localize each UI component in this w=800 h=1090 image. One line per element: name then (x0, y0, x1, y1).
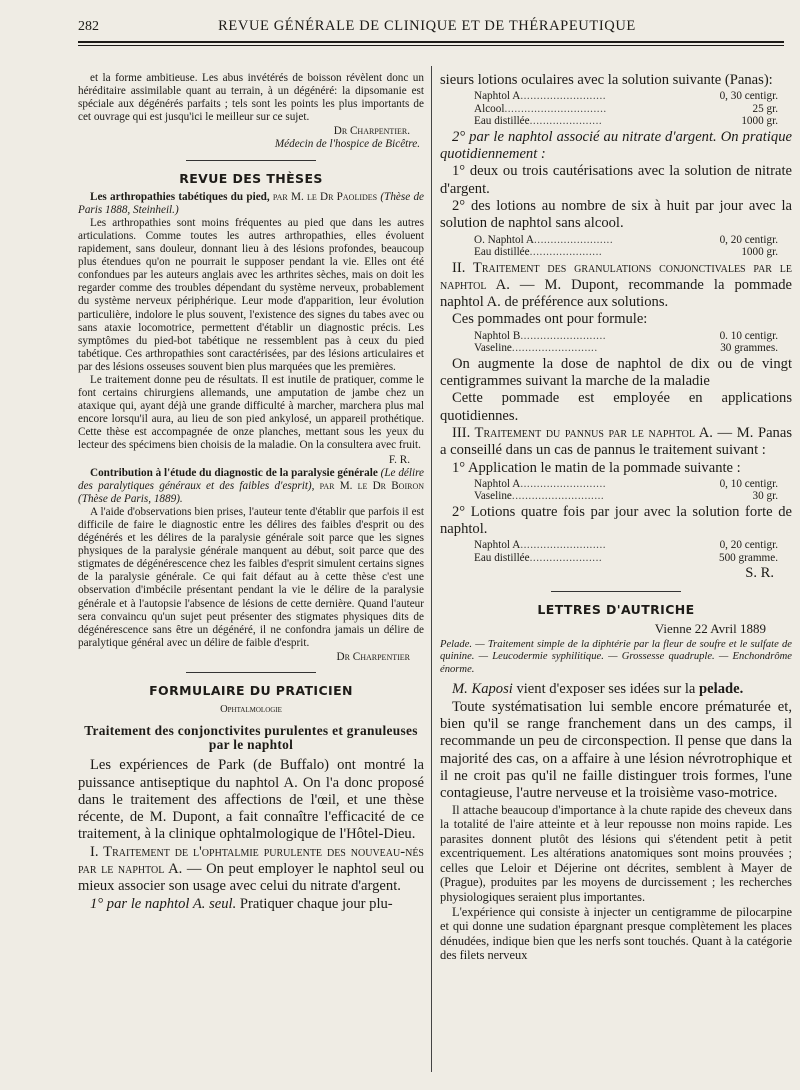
recipe-row (440, 103, 792, 116)
header-rule-thin (78, 45, 784, 46)
formulaire-section-1-text: — On peut employer le naphtol seul ou mieux associer son usage avec celui du nitrate d'argent. (78, 861, 424, 895)
section-separator (186, 672, 316, 673)
recipe-ingredient: Vaseline (474, 342, 512, 355)
section-2-application-paragraph: Cette pommade est employée en applications quotidiennes. (440, 390, 792, 424)
leader-dots: ........................ (533, 233, 614, 246)
these2-citation (78, 467, 424, 506)
these1-citation (78, 191, 424, 217)
recipe-table-2 (440, 234, 792, 259)
lotions-paragraph: 2° des lotions au nombre de six à huit par jour avec la solution de naphtol sans alcool. (440, 197, 792, 232)
recipe-table-4 (440, 478, 792, 503)
these1-ref: (Thèse de Paris 1888, Steinheil.) (78, 190, 425, 216)
opening-affiliation: Médecin de l'hospice de Bicêtre. (274, 138, 420, 151)
recipe-ingredient: Naphtol B (474, 329, 521, 342)
these2-subtitle: (Le délire des paralytiques généraux et des faibles d'esprit), (78, 466, 425, 492)
formulaire-paragraph-1: Les expériences de Park (de Buffalo) ont montré la puissance antiseptique du naphtol A. On l'a donc proposé dans le traitement des affections de l'œil, et une thèse récente, de M. Dupont, a fait connaître l'efficacité de ce traitement, à la clinique ophtalmologique de l'Hôtel-Dieu. (78, 757, 424, 843)
these2-ref: (Thèse de Paris, 1889). (78, 492, 183, 505)
section-separator (551, 591, 681, 592)
opening-signature: Dr Charpentier. (333, 125, 410, 138)
leader-dots: .......................... (511, 342, 598, 355)
formulaire-paragraph-3 (78, 896, 424, 913)
right-column (440, 72, 792, 963)
recipe-row (440, 539, 792, 552)
revue-des-theses-title: REVUE DES THÈSES (179, 170, 323, 186)
letters-paragraph-3: Il attache beaucoup d'importance à la chute rapide des cheveux dans la totalité de l'aire atteinte et à leur repousse non moins rapide. Les parasites donnent plutôt des lésions qui s'étendent petit à petit excentriquement. Les altérations anatomiques sont moins prouvées ; celles que Leloir et Déjerine ont décrites, semblent à Mayer de (Prague), produites par les moyens de durcissement ; les recherches physiologiques seraient plus importantes. (440, 802, 792, 905)
recipe-row (440, 490, 792, 503)
formulaire-paragraph-2 (78, 844, 424, 896)
section-3-step-2: 2° Lotions quatre fois par jour avec la solution forte de naphtol. (440, 503, 792, 538)
recipe-ingredient: Eau distillée (474, 246, 530, 259)
recipe-row (440, 330, 792, 343)
recipe-ingredient: Naphtol A (474, 477, 521, 490)
recipe-row (440, 115, 792, 128)
recipe-row (440, 552, 792, 565)
recipe-ingredient: Eau distillée (474, 551, 530, 564)
section-2-dose-paragraph: On augmente la dose de naphtol de dix ou de vingt centigrammes suivant la marche de la maladie (440, 355, 792, 390)
letters-dateline: Vienne 22 Avril 1889 (654, 620, 766, 636)
section-3-head: III. Traitement du pannus par le naphtol A. (452, 424, 713, 441)
leader-dots: .......................... (520, 477, 607, 490)
leader-dots: ...................... (529, 551, 603, 564)
leader-dots: ............................ (511, 490, 605, 503)
recipe-table-1 (440, 90, 792, 128)
letters-paragraph-1-end: pelade. (699, 681, 744, 698)
formulaire-method-1-head: 1° par le naphtol A. seul. (90, 895, 237, 912)
recipe-ingredient: Naphtol A (474, 90, 521, 103)
recipe-row (440, 342, 792, 355)
recipe-ingredient: Naphtol A (474, 539, 521, 552)
recipe-quantity: 30 gr. (752, 490, 778, 503)
recipe-table-5 (440, 539, 792, 564)
recipe-ingredient: Vaseline (474, 490, 512, 503)
letters-paragraph-4: L'expérience qui consiste à injecter un centigramme de pilocarpine et qui donne une sudation épargnant presque complètement les places dénudées, indique bien que les nerfs sont touchés. Quant à la catégorie des filets nerveux (440, 904, 792, 963)
these2-paragraph: A l'aide d'observations bien prises, l'auteur tente d'établir que parfois il est difficile de faire le diagnostic entre les délires des faibles d'esprit ou des dégénérés et les délires de la paralysie générale soit parce que les signes physiques de la paralysie générale manquent au début, soit parce que des stigmates de dégénérescence chez les faibles d'esprit simulent certains signes de la paralysie générale. Ce qui fait défaut au à cette thèse c'est une observation d'imbécile présentant pendant la vie le délire de la paralysie générale et à l'autopsie l'absence de lésions de cette dernière. Quand l'auteur sera convaincu qu'un sujet peut présenter des stigmates physiques dits de dégénérescence sans être un dégénéré, il ne confondra jamais un délire de paralytique général avec un délire de faible d'esprit. (78, 505, 424, 649)
recipe-quantity: 1000 gr. (741, 115, 778, 128)
section-separator (186, 160, 316, 161)
recipe-quantity: 0. 10 centigr. (719, 329, 778, 342)
recipe-quantity: 0, 20 centigr. (719, 539, 778, 552)
formulaire-subtitle: Ophtalmologie (220, 704, 282, 716)
recipe-ingredient: Eau distillée (474, 115, 530, 128)
letters-title: LETTRES D'AUTRICHE (537, 601, 695, 617)
leader-dots: .......................... (520, 329, 607, 342)
letters-paragraph-1-text: vient d'exposer ses idées sur la (512, 681, 700, 698)
recipe-row (440, 478, 792, 491)
recipe-row (440, 90, 792, 103)
journal-title: REVUE GÉNÉRALE DE CLINIQUE ET DE THÉRAPEUTIQUE (218, 18, 636, 34)
section-3-paragraph (440, 425, 792, 460)
recipe-quantity: 0, 20 centigr. (719, 233, 778, 246)
section-2-head: II. Traitement des granulations conjonctivales par le naphtol A. (440, 259, 792, 293)
section-3-text: — M. Panas a conseillé dans un cas de pannus le traitement suivant : (440, 424, 792, 459)
section-3-step-1: 1° Application le matin de la pommade suivante : (452, 459, 741, 476)
formulaire-section-1-head: I. Traitement de l'ophtalmie purulente des nouveau-nés par le naphtol A. (78, 843, 424, 877)
cauterisation-paragraph: 1° deux ou trois cautérisations avec la solution de nitrate d'argent. (440, 163, 792, 197)
letters-paragraph-2: Toute systématisation lui semble encore prématurée et, bien qu'il se range franchement dans un des camps, il recommande un peu de circonspection. Il pense que dans la majorité des cas, on a affaire à une lésion névrotrophique et il ne croit pas qu'il ne faille distinguer trois formes, l'une contagieuse, l'autre nerveuse et la troisième vaso-motrice. (440, 698, 792, 802)
these1-author: par M. le Dr Paolides (269, 190, 381, 203)
recipe-quantity: 0, 30 centigr. (719, 90, 778, 103)
section-2-paragraph (440, 260, 792, 312)
left-column (78, 72, 424, 913)
leader-dots: ...................... (529, 246, 603, 259)
recipe-quantity: 30 grammes. (720, 342, 778, 355)
running-head (70, 17, 784, 39)
these2-signature: Dr Charpentier (336, 650, 410, 663)
leader-dots: ............................... (504, 102, 607, 115)
these2-head: Contribution à l'étude du diagnostic de la paralysie générale (90, 466, 378, 479)
recipe-row (440, 234, 792, 247)
header-rule (78, 41, 784, 43)
leader-dots: .......................... (520, 90, 607, 103)
section-2-text: — M. Dupont, recommande la pommade naphtol A. de préférence aux solutions. (440, 276, 792, 311)
these1-head: Les arthropathies tabétiques du pied, (90, 190, 270, 203)
recipe-row (440, 246, 792, 259)
these1-paragraph-1: Les arthropathies sont moins fréquentes au pied que dans les autres articulations. Comme toutes les autres arthropathies, elles évoluent rapidement, sans douleur, donnant lieu à des lésions profondes, beaucoup plus étendues qu'on ne pourrait le supposer pendant la vie. Elles ont été confondues par les auteurs anglais avec les arthrites sèches, mais on doit les regarder comme des troubles dépendant du système nerveux, probablement du système nerveux périphérique. Leur mode d'apparition, leur évolution particulière, indolore le plus souvent, l'existence des signes du tabes avec ou sans ataxie locomotrice, permettent d'établir un diagnostic précis. Les symptômes du pied-bot tabétique ne ressemblent pas à ceux du pied tabétique. Ces arthropathies sont caractérisées, par des lésions articulaires et par des lésions osseuses souvent bien plus marquées que les premières. (78, 216, 424, 373)
article-title: Traitement des conjonctivites purulentes et granuleuses par le naphtol (84, 723, 418, 753)
recipe-ingredient: Alcool (474, 102, 505, 115)
recipe-table-3 (440, 330, 792, 355)
recipe-quantity: 0, 10 centigr. (719, 477, 778, 490)
page-number: 282 (78, 19, 99, 34)
recipe-quantity: 500 gramme. (718, 551, 778, 564)
opening-paragraph: et la forme ambitieuse. Les abus invétérés de boisson révèlent donc un héréditaire assimilable quant au terrain, à un dégénéré: la dipsomanie est spéciale aux dégénérés parfaits ; tels sont les points les plus importants de cet ouvrage qui est jusqu'ici le meilleur sur ce sujet. (78, 72, 424, 124)
section-2-formula-intro: Ces pommades ont pour formule: (452, 311, 648, 328)
recipe-quantity: 25 gr. (752, 102, 778, 115)
leader-dots: ...................... (529, 115, 603, 128)
these2-author: par M. le Dr Boiron (314, 479, 425, 492)
leader-dots: .......................... (520, 539, 607, 552)
lotion-intro: sieurs lotions oculaires avec la solution suivante (Panas): (440, 72, 773, 88)
recipe-ingredient: O. Naphtol A (474, 233, 534, 246)
letters-summary: Pelade. — Traitement simple de la diphtérie par la fleur de soufre et le sulfate de quinine. — Leucodermie syphilitique. — Grossesse quadruple. — Enchondrôme énorme. (440, 638, 792, 675)
column-divider (431, 66, 432, 1072)
letters-author: M. Kaposi (452, 681, 513, 698)
formulaire-method-1-text: Pratiquer chaque jour plu- (236, 895, 393, 912)
letters-paragraph-1 (440, 681, 792, 698)
these1-paragraph-2: Le traitement donne peu de résultats. Il est inutile de pratiquer, comme le font certains chirurgiens allemands, une amputation de jambe chez un ataxique qui, ayant déjà une grande difficulté à marcher, marchera plus mal encore lorsqu'il aura, au lieu de son pied ankylosé, un appareil prothétique. Cette thèse est accompagnée de onze planches, mettant sous les yeux du lecteur des spécimens bien choisis de la maladie. On la consultera avec fruit. (78, 373, 424, 452)
section-3-signature: S. R. (745, 565, 774, 582)
recipe-quantity: 1000 gr. (741, 246, 778, 259)
nitrate-paragraph: 2° par le naphtol associé au nitrate d'argent. On pratique quotidiennement : (440, 128, 792, 163)
formulaire-title: FORMULAIRE DU PRATICIEN (149, 683, 353, 699)
these1-signature: F. R. (388, 453, 410, 466)
